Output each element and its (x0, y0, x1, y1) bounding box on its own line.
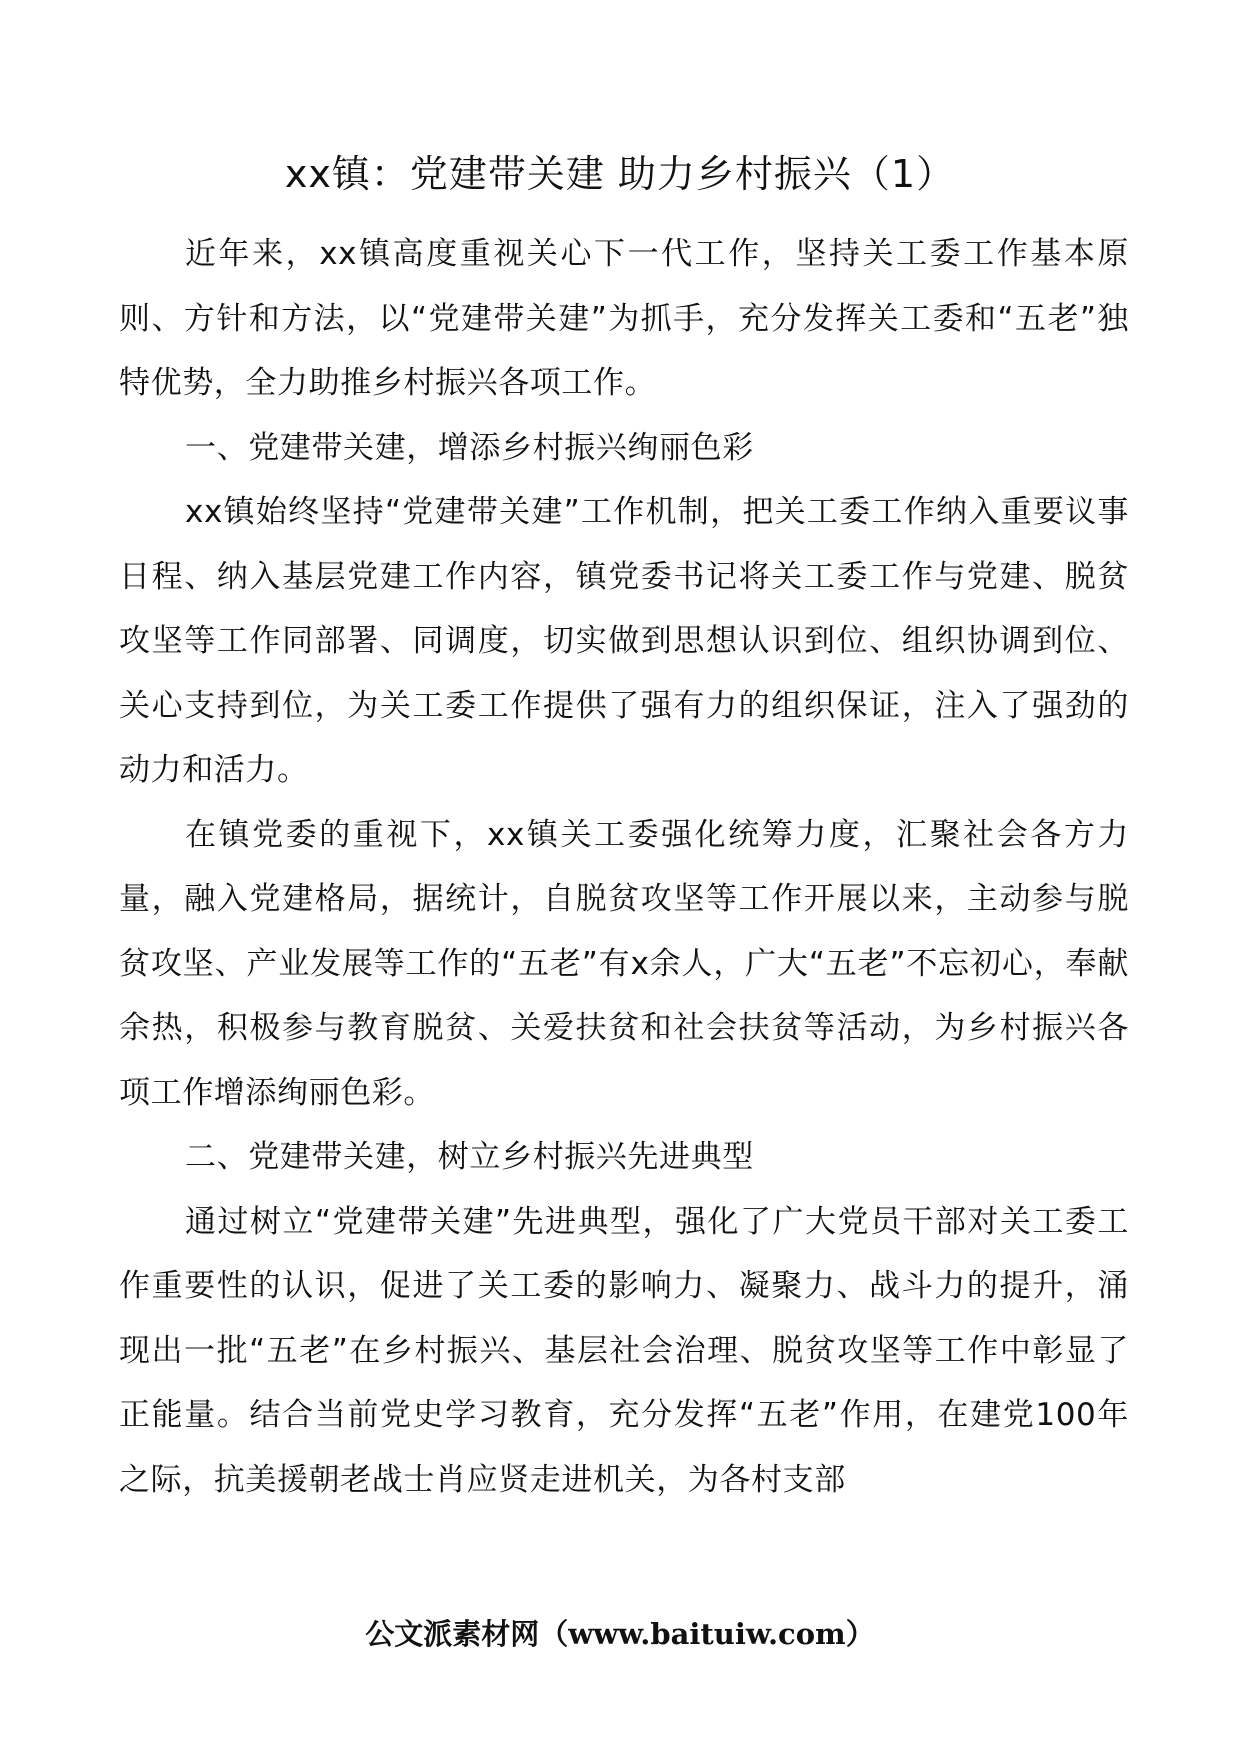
section-heading-1: 一、党建带关建，增添乡村振兴绚丽色彩 (185, 429, 754, 466)
document-body (119, 222, 1129, 1512)
footer-source: 公文派素材网（www.baituiw.com） (365, 1617, 875, 1651)
paragraph-models: 通过树立“党建带关建”先进典型，强化了广大党员干部对关工委工作重要性的认识，促进了关工委的影响力、凝聚力、战斗力的提升，涌现出一批“五老”在乡村振兴、基层社会治理、脱贫攻坚等工作中彰显了正能量。结合当前党史学习教育，充分发挥“五老”作用，在建党100年之际，抗美援朝老战士肖应贤走进机关，为各村支部 (119, 1203, 1129, 1498)
paragraph-mechanism: xx镇始终坚持“党建带关建”工作机制，把关工委工作纳入重要议事日程、纳入基层党建工作内容，镇党委书记将关工委工作与党建、脱贫攻坚等工作同部署、同调度，切实做到思想认识到位、组织协调到位、关心支持到位，为关工委工作提供了强有力的组织保证，注入了强劲的动力和活力。 (119, 494, 1129, 788)
document-title: xx镇：党建带关建 助力乡村振兴（1） (284, 152, 956, 196)
paragraph-intro: 近年来，xx镇高度重视关心下一代工作，坚持关工委工作基本原则、方针和方法，以“党建带关建”为抓手，充分发挥关工委和“五老”独特优势，全力助推乡村振兴各项工作。 (119, 236, 1129, 401)
paragraph-forces: 在镇党委的重视下，xx镇关工委强化统筹力度，汇聚社会各方力量，融入党建格局，据统计，自脱贫攻坚等工作开展以来，主动参与脱贫攻坚、产业发展等工作的“五老”有x余人，广大“五老”不忘初心，奉献余热，积极参与教育脱贫、关爱扶贫和社会扶贫等活动，为乡村振兴各项工作增添绚丽色彩。 (119, 816, 1129, 1111)
section-heading-2: 二、党建带关建，树立乡村振兴先进典型 (185, 1139, 754, 1175)
